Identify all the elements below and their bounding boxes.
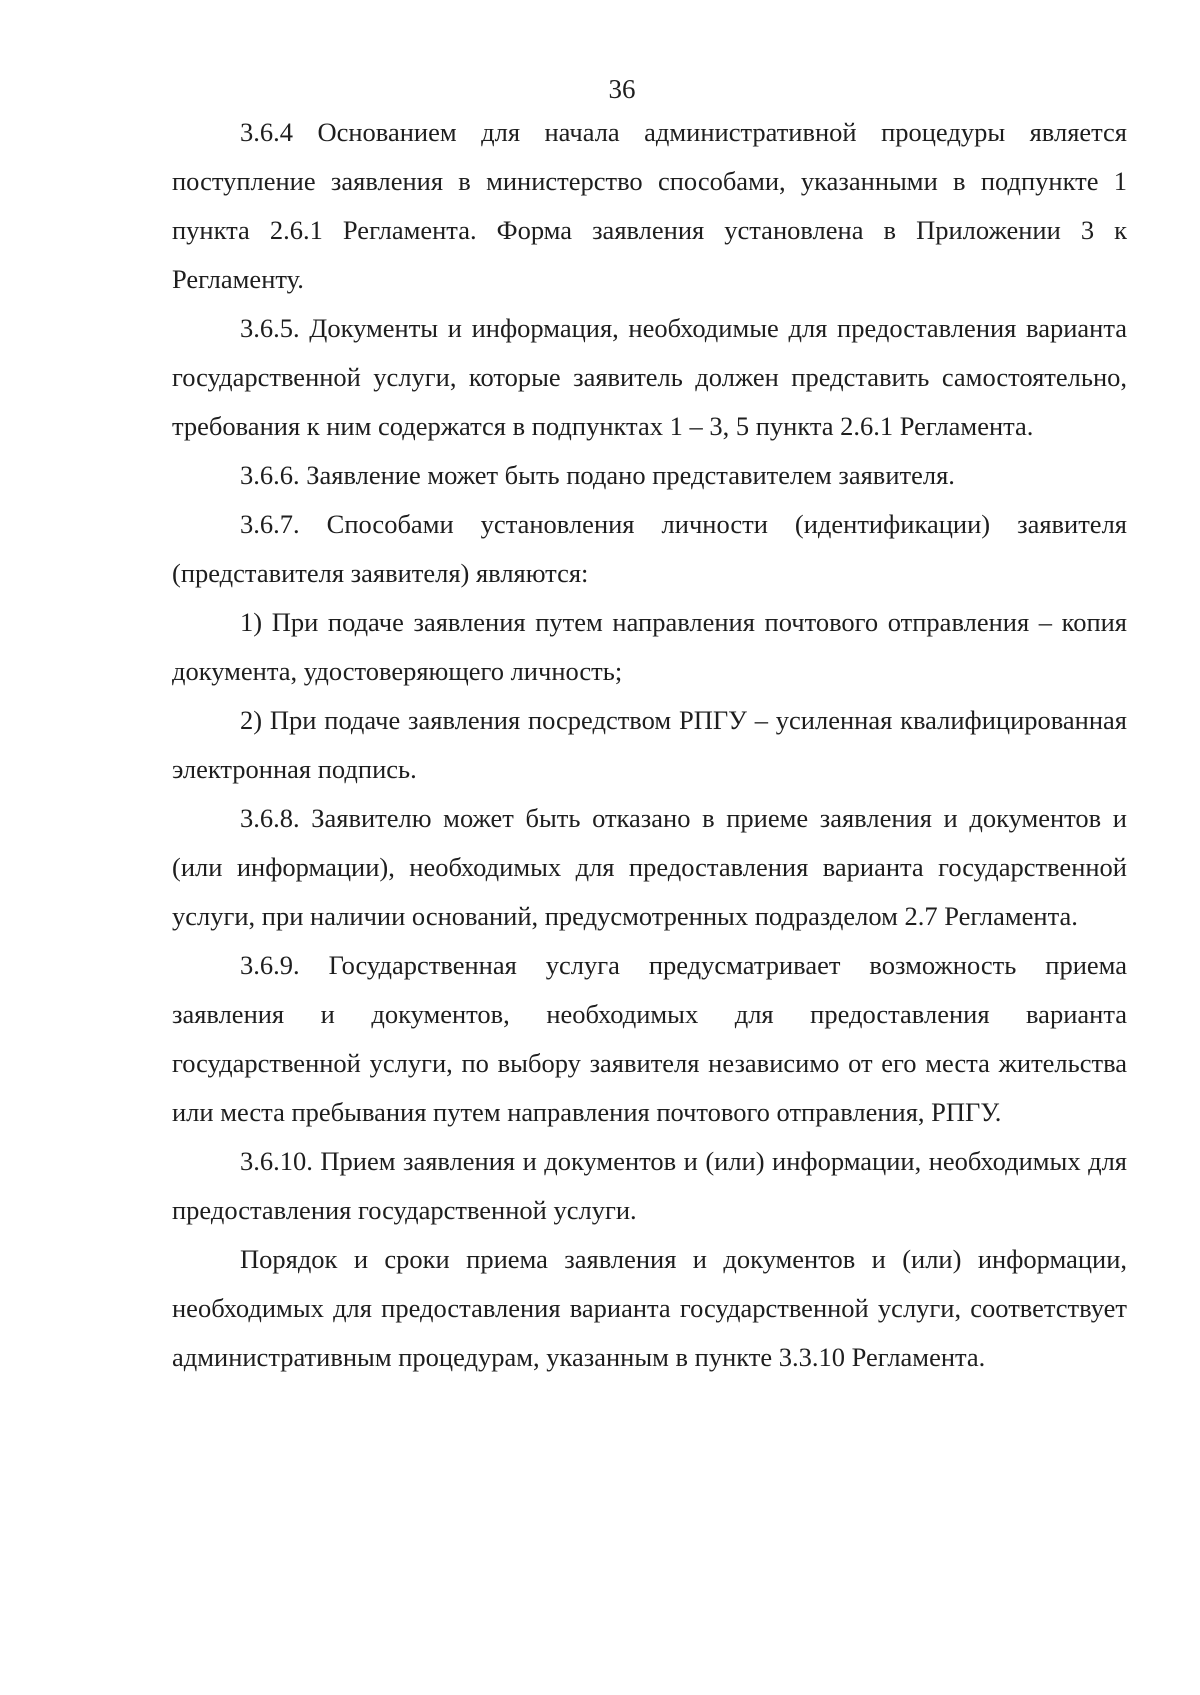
paragraph-3-6-4: 3.6.4 Основанием для начала административной процедуры является поступление заявления в министерство способами, указанными в подпункте 1 пункта 2.6.1 Регламента. Форма заявления установлена в Приложении 3 к Регламенту.	[172, 117, 1127, 294]
list-item-1: 1) При подаче заявления путем направления почтового отправления – копия документа, удостоверяющего личность;	[172, 607, 1127, 686]
page-number: 36	[608, 74, 636, 104]
paragraph-procedure-order: Порядок и сроки приема заявления и документов и (или) информации, необходимых для предоставления варианта государственной услуги, соответствует административным процедурам, указанным в пункте 3.3.10 Регламента.	[172, 1244, 1127, 1372]
paragraph-3-6-7: 3.6.7. Способами установления личности (идентификации) заявителя (представителя заявителя) являются:	[172, 509, 1127, 588]
document-body	[172, 108, 1127, 1382]
paragraph-3-6-5: 3.6.5. Документы и информация, необходимые для предоставления варианта государственной услуги, которые заявитель должен представить самостоятельно, требования к ним содержатся в подпунктах 1 – 3, 5 пункта 2.6.1 Регламента.	[172, 313, 1127, 441]
paragraph-3-6-8: 3.6.8. Заявителю может быть отказано в приеме заявления и документов и (или информации), необходимых для предоставления варианта государственной услуги, при наличии оснований, предусмотренных подразделом 2.7 Регламента.	[172, 803, 1127, 931]
paragraph-3-6-6: 3.6.6. Заявление может быть подано представителем заявителя.	[240, 460, 955, 490]
list-item-2: 2) При подаче заявления посредством РПГУ – усиленная квалифицированная электронная подпись.	[172, 705, 1127, 784]
paragraph-3-6-9: 3.6.9. Государственная услуга предусматривает возможность приема заявления и документов, необходимых для предоставления варианта государственной услуги, по выбору заявителя независимо от его места жительства или места пребывания путем направления почтового отправления, РПГУ.	[172, 950, 1127, 1127]
paragraph-3-6-10: 3.6.10. Прием заявления и документов и (или) информации, необходимых для предоставления государственной услуги.	[172, 1146, 1127, 1225]
